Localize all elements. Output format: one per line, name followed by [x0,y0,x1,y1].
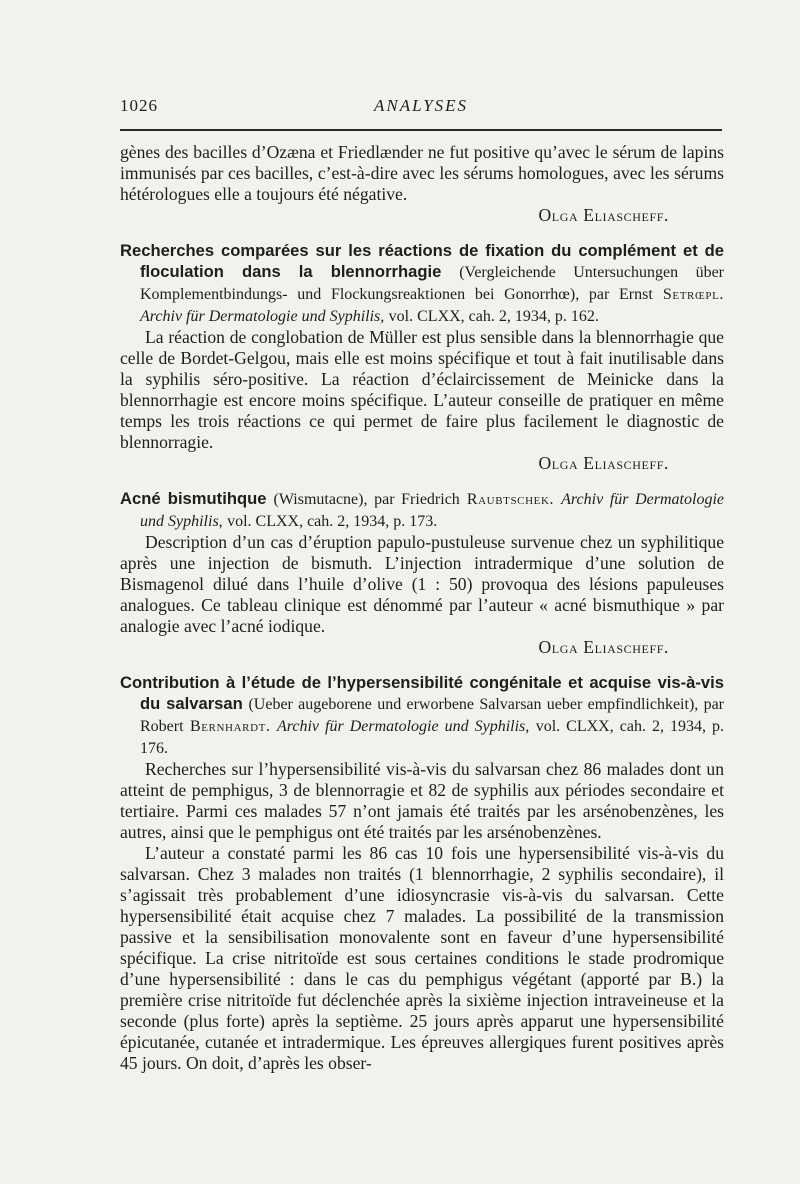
article-title: Contribution à l’étude de l’hypersensibilité congénitale et acquise vis-à-vis du salvarsan [120,673,724,713]
original-title: (Wismutacne), par Friedrich [273,491,460,508]
page-number: 1026 [120,96,158,115]
journal-citation: vol. CLXX, cah. 2, 1934, p. 173. [227,513,438,530]
article-heading [120,488,724,532]
abstract-paragraph: L’auteur a constaté parmi les 86 cas 10 fois une hypersensibilité vis-à-vis du salvarsan. Chez 3 malades non traités (1 blennorrhagie, 2 syphilis secondaire), il s’agissait très probablement d’une idiosyncrasie vis-à-vis du salvarsan. Cette hypersensibilité était acquise chez 7 malades. La possibilité de la transmission passive et la sensibilisation monovalente sont en faveur d’une hypersensibilité spécifique. La crise nitritoïde est sous certaines conditions le stade prodromique d’une hypersensibilité : dans le cas du pemphigus végétant (apporté par B.) la première crise nitritoïde fut déclenchée après la sixième injection intraveineuse et la seconde (plus forte) après la septième. 25 jours après apparut une hypersensibilité épicutanée, cutanée et intradermique. Les épreuves allergiques furent positives après 45 jours. On doit, d’après les obser- [120,843,724,1073]
article-heading [120,240,724,327]
abstract-paragraph: Description d’un cas d’éruption papulo-pustuleuse survenue chez un syphilitique après une injection de bismuth. L’injection intradermique d’une solution de Bismagenol dilué dans l’huile d’olive (1 : 50) provoqua des lésions papuleuses analogues. Ce tableau clinique est dénommé par l’auteur « acné bismuthique » par analogie avec l’acné iodique. [120,532,724,636]
abstract-signature: Olga Eliascheff. [538,637,669,657]
abstract-signature: Olga Eliascheff. [538,205,669,225]
abstract-signature: Olga Eliascheff. [538,453,669,473]
journal-name: Archiv für Dermatologie und Syphilis, [140,491,724,530]
continuation-paragraph: gènes des bacilles d’Ozæna et Friedlænder ne fut positive qu’avec le sérum de lapins immunisés par ces bacilles, c’est-à-dire avec les sérums homologues, avec les sérums hétérologues elle a toujours été négative. [120,142,724,204]
journal-name: Archiv für Dermatologie und Syphilis, [276,718,530,735]
header-rule [120,129,722,131]
original-title: (Vergleichende Untersuchungen über Komplementbindungs- und Flockungsreaktionen bei Gonorrhœ), par Ernst [140,264,724,303]
journal-citation: vol. CLXX, cah. 2, 1934, p. 162. [388,308,599,325]
journal-name: Archiv für Dermatologie und Syphilis, [140,308,385,325]
article-heading [120,672,724,759]
page-header [120,96,722,120]
journal-citation: vol. CLXX, cah. 2, 1934, p. 176. [140,718,725,757]
abstract-paragraph: Recherches sur l’hypersensibilité vis-à-vis du salvarsan chez 86 malades dont un atteint de pemphigus, 3 de blennorragie et 82 de syphilis aux périodes secondaire et tertiaire. Parmi ces malades 57 n’ont jamais été traités par les arsénobenzènes, les autres, ainsi que le pemphigus ont été traités par les arsénobenzènes. [120,759,724,842]
original-title: (Ueber augeborene und erworbene Salvarsan ueber empfindlichkeit), par Robert [140,696,724,735]
article-author: Raubtschek. [466,491,555,508]
abstract-paragraph: La réaction de conglobation de Müller est plus sensible dans la blennorrhagie que celle de Bordet-Gelgou, mais elle est moins spécifique et tout à fait inutilisable dans la syphilis séro-positive. La réaction d’éclaircissement de Meinicke dans la blennorrhagie est encore moins spécifique. L’auteur conseille de pratiquer en même temps les trois réactions ce qui permet de faire plus facilement le diagnostic de blennorragie. [120,327,724,452]
article-title: Recherches comparées sur les réactions de fixation du complément et de floculation dans la blennorrhagie [120,241,724,281]
page-body [120,142,724,1074]
article-author: Setrœpl. [662,286,724,303]
article-title: Acné bismutihque [120,489,267,508]
article-author: Bernhardt. [189,718,271,735]
running-title: ANALYSES [373,96,469,115]
